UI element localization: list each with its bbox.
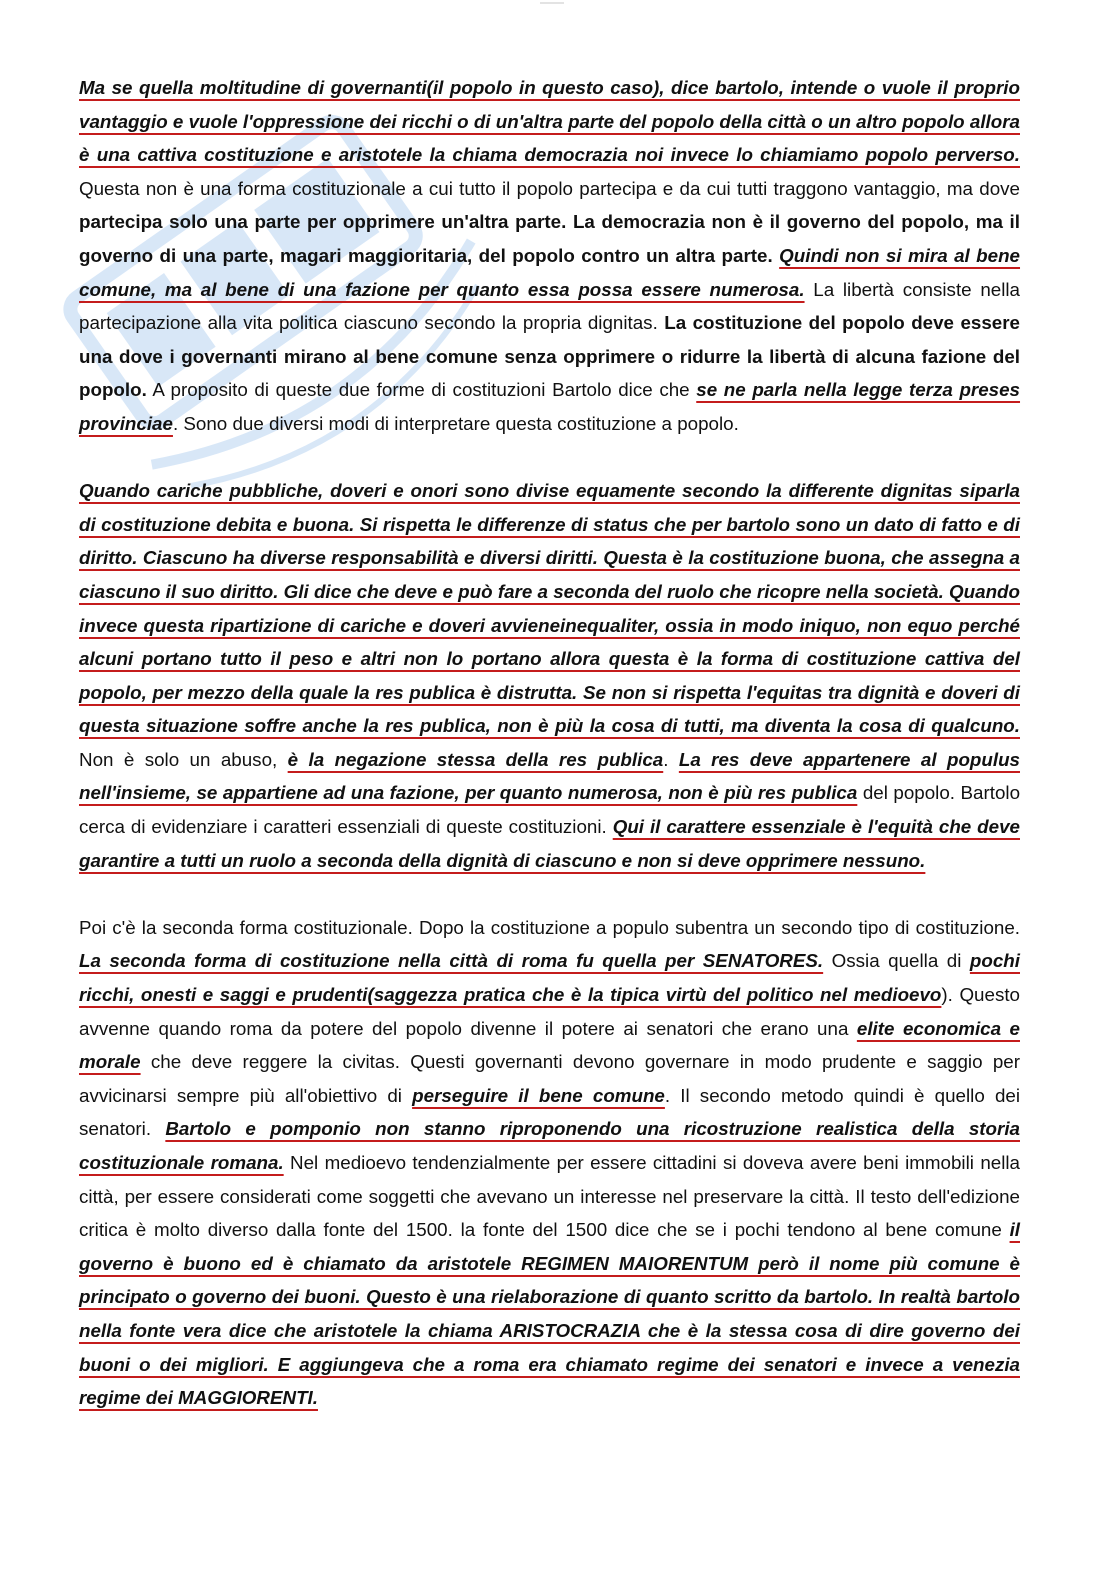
text-span: A proposito di queste due forme di costituzioni Bartolo dice che — [146, 379, 697, 401]
paragraph-1 — [79, 71, 1020, 441]
highlight-span: Quindi non si mira al bene comune, ma al bene di una fazione per quanto essa possa essere numerosa. — [79, 244, 1021, 300]
text-span: del popolo. Bartolo cerca di evidenziare i caratteri essenziali di queste costituzioni. — [79, 782, 1021, 838]
highlight-span: se ne parla nella legge terza preses provinciae — [79, 379, 1021, 434]
text-span: che deve reggere la civitas. Questi governanti devono governare in modo prudente e saggio per avvicinarsi sempre più all'obiettivo di — [79, 1051, 1020, 1106]
document-body — [79, 71, 1020, 1448]
text-span: . — [663, 748, 679, 770]
highlight-span: perseguire il bene comune — [412, 1084, 665, 1106]
text-span: Ossia quella di — [823, 950, 970, 972]
highlight-span: elite economica e morale — [79, 1017, 1020, 1073]
text-span: Questa non è una forma costituzionale a cui tutto il popolo partecipa e da cui tutti traggono vantaggio, ma dove — [79, 177, 1020, 199]
highlight-span: è la negazione stessa della res publica — [287, 748, 664, 770]
highlight-span: pochi ricchi, onesti e saggi e prudenti(saggezza pratica che è la tipica virtù del politico nel medioevo — [79, 950, 1020, 1006]
text-span: . Sono due diversi modi di interpretare questa costituzione a popolo. — [172, 412, 739, 434]
text-span: Nel medioevo tendenzialmente per essere cittadini si doveva avere beni immobili nella città, per essere considerati come soggetti che avevano un interesse nel preservare la città. Il testo dell'edizione critica è molto diverso dalla fonte del 1500. la fonte del 1500 dice che se i pochi tendono al bene comune — [79, 1152, 1020, 1241]
highlight-span: Bartolo e pomponio non stanno riproponendo una ricostruzione realistica della storia costituzionale romana. — [79, 1118, 1020, 1173]
header-mark — [540, 2, 564, 4]
highlight-span: La seconda forma di costituzione nella città di roma fu quella per SENATORES. — [79, 950, 824, 972]
highlight-span: il governo è buono ed è chiamato da aristotele REGIMEN MAIORENTUM però il nome più comune è principato o governo dei buoni. Questo è una rielaborazione di quanto scritto da bartolo. In realtà bartolo nella fonte vera dice che aristotele la chiama ARISTOCRAZIA che è la stessa cosa di dire governo dei buoni o dei migliori. E aggiungeva che a roma era chiamato regime dei senatori e invece a venezia regime dei MAGGIORENTI. — [79, 1219, 1020, 1409]
highlight-span: Qui il carattere essenziale è l'equità che deve garantire a tutti un ruolo a seconda della dignità di ciascuno e non si deve opprimere nessuno. — [79, 816, 1020, 871]
text-span: La libertà consiste nella partecipazione alla vita politica ciascuno secondo la propria dignitas. — [79, 278, 1021, 334]
text-span: . Il secondo metodo quindi è quello dei senatori. — [79, 1084, 1021, 1140]
highlight-span: Quando cariche pubbliche, doveri e onori sono divise equamente secondo la differente dignitas siparla di costituzione debita e buona. Si rispetta le differenze di status che per bartolo sono un dato di fatto e di diritto. Ciascuno ha diverse responsabilità e diversi diritti. Questa è la costituzione buona, che assegna a ciascuno il suo diritto. Gli dice che deve e può fare a seconda del ruolo che ricopre nella società. Quando invece questa ripartizione di cariche e doveri avvieneinequaliter, ossia in modo iniquo, non equo perché alcuni portano tutto il peso e altri non lo portano allora questa è la forma di costituzione cattiva del popolo, per mezzo della quale la res publica è distrutta. Se non si rispetta l'equitas tra dignità e doveri di questa situazione soffre anche la res publica, non è più la cosa di tutti, ma diventa la cosa di qualcuno. — [79, 480, 1020, 737]
highlight-span: Ma se quella moltitudine di governanti(il popolo in questo caso), dice bartolo, intende o vuole il proprio vantaggio e vuole l'oppressione dei ricchi o di un'altra parte del popolo della città o un altro popolo allora è una cattiva costituzione e aristotele la chiama democrazia noi invece lo chiamiamo popolo perverso. — [79, 77, 1020, 166]
paragraph-2 — [79, 474, 1020, 877]
text-span: ). Questo avvenne quando roma da potere del popolo divenne il potere ai senatori che erano una — [79, 984, 1020, 1039]
highlight-span: La res deve appartenere al populus nell'insieme, se appartiene ad una fazione, per quanto numerosa, non è più res publica — [79, 748, 1020, 804]
text-span: Poi c'è la seconda forma costituzionale. Dopo la costituzione a populo subentra un secondo tipo di costituzione. — [79, 916, 1020, 938]
paragraph-3 — [79, 911, 1020, 1415]
bold-span: partecipa solo una parte per opprimere un'altra parte. La democrazia non è il governo del popolo, ma il governo di una parte, magari maggioritaria, del popolo contro un altra parte. — [79, 211, 1020, 266]
text-span: Non è solo un abuso, — [79, 748, 288, 770]
bold-span: La costituzione del popolo deve essere una dove i governanti mirano al bene comune senza opprimere o ridurre la libertà di alcuna fazione del popolo. — [79, 312, 1020, 401]
